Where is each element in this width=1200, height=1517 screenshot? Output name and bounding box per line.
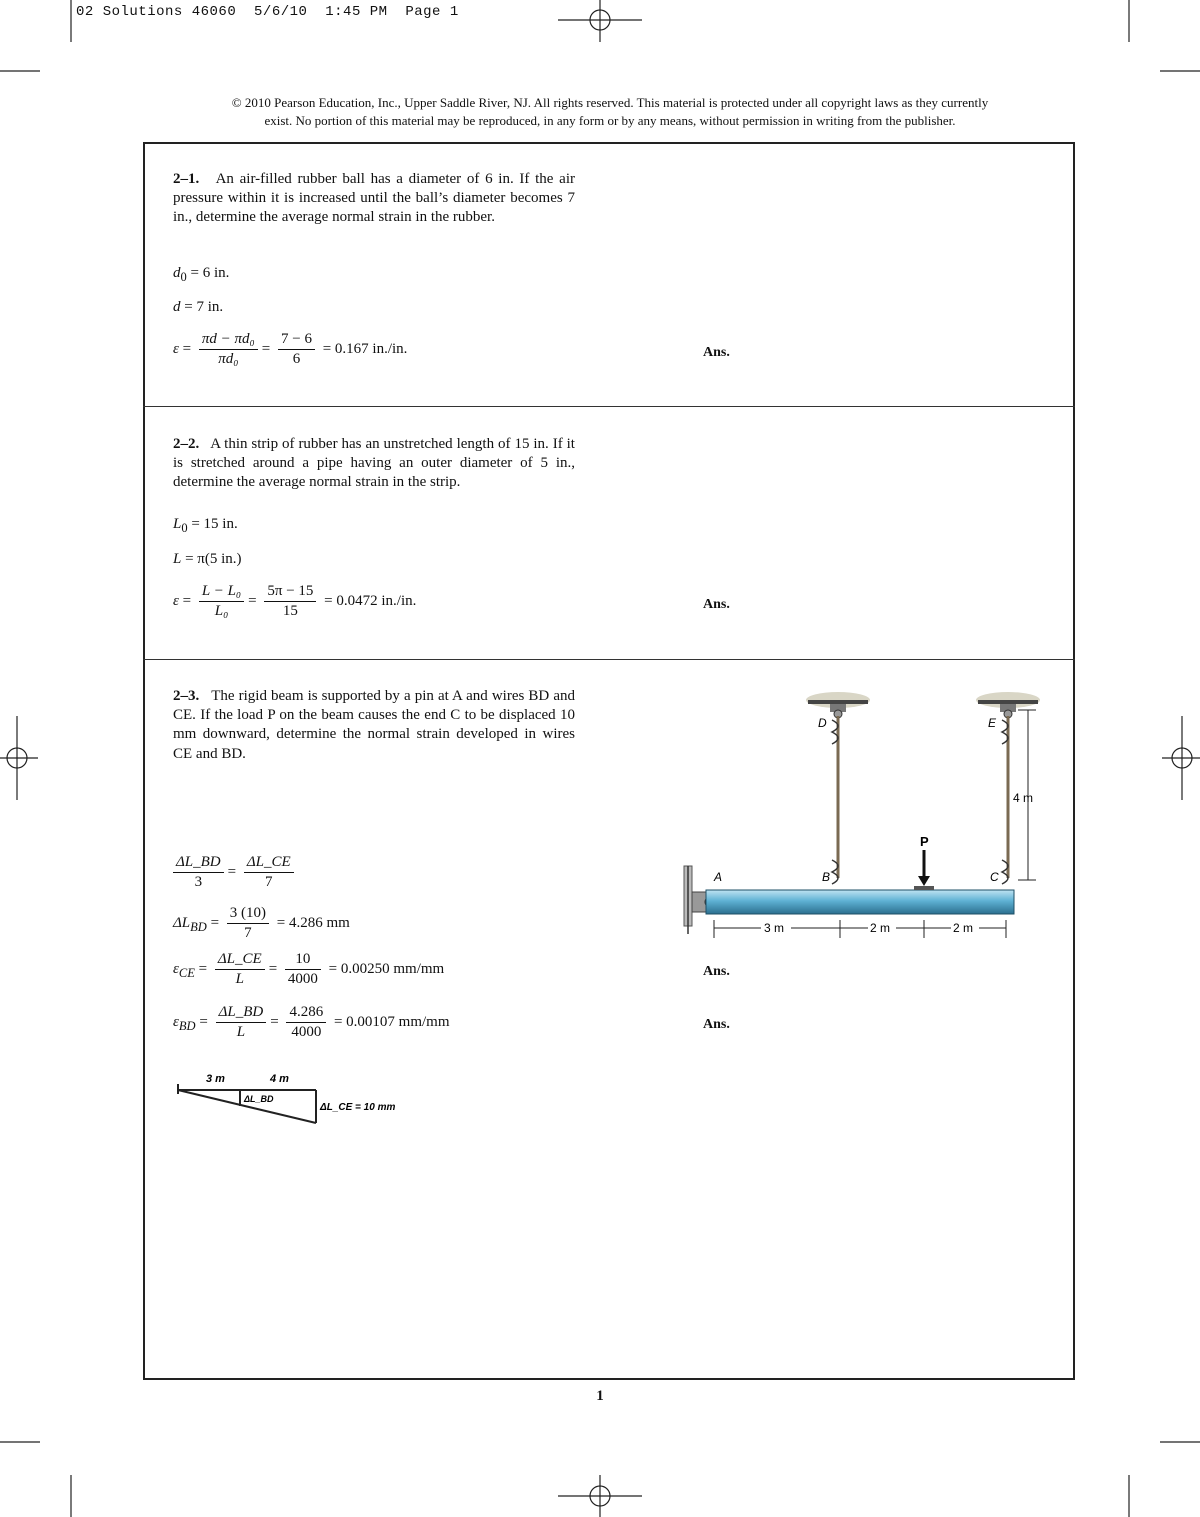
answer-label: Ans. [703, 1017, 730, 1032]
problem-2-2-statement [173, 435, 575, 493]
eq-ratio: $\frac{\Delta L\_BD}{3}$ = $\frac{\Delta L\_CE}{7}$ [173, 854, 298, 891]
fraction-denominator: 6 [292, 351, 301, 367]
fraction [264, 583, 316, 620]
fraction-denominator: 15 [282, 603, 298, 619]
problem-2-1-number: 2–1. [173, 171, 200, 187]
fraction [244, 854, 294, 891]
label-P: P [920, 834, 929, 849]
fraction-numerator: ΔL_CE [215, 951, 265, 970]
fraction [199, 583, 244, 620]
eq-L: L = π(5 in.) [173, 551, 242, 567]
dim-label-2m-1: 2 m [870, 921, 891, 935]
problem-2-2-number: 2–2. [173, 436, 200, 452]
fraction [227, 905, 269, 942]
fraction-denominator: πd₀ [218, 351, 239, 367]
fraction [199, 331, 258, 368]
copyright-line-2: exist. No portion of this material may be reproduced, in any form or by any means, without permission in writing from the publisher. [264, 113, 956, 128]
answer-label: Ans. [703, 345, 730, 360]
eq-strain-CE: $\varepsilon_{CE}$ = $\frac{\Delta L\_CE}{L}$ = $\frac{10}{4000}$ = 0.00250 mm/mm [173, 951, 445, 987]
fraction-numerator: 3 (10) [227, 905, 269, 924]
fraction-numerator: ΔL_BD [173, 854, 224, 873]
eq-d: d = 7 in. [173, 299, 224, 315]
fraction-denominator: 4000 [291, 1024, 322, 1040]
eq-strain-2-1: ε = $\frac{\text{πd − πd₀}}{\text{πd₀}}$ = $\frac{7 - 6}{6}$ = 0.167 in./in. [173, 331, 408, 367]
eq-d-value: = 7 in. [184, 299, 224, 315]
beam-figure [670, 680, 1070, 950]
sketch-label-3m: 3 m [206, 1073, 225, 1085]
sketch-label-dlce: ΔL_CE = 10 mm [320, 1102, 396, 1113]
ceiling-support-D [806, 692, 870, 718]
eq-L-value: = π(5 in.) [185, 551, 242, 567]
eq-strain-BD: $\varepsilon_{BD}$ = $\frac{\Delta L\_BD}{L}$ = $\frac{4.286}{4000}$ = 0.00107 mm/mm [173, 1004, 450, 1040]
page-number: 1 [596, 1388, 604, 1404]
fraction-numerator: 5π − 15 [264, 583, 316, 602]
fraction-numerator: ΔL_BD [216, 1004, 267, 1023]
displacement-sketch [170, 1068, 400, 1130]
eq-L0: $L_0 = 15$ in. [173, 516, 238, 535]
fraction [278, 331, 315, 368]
rigid-beam [706, 890, 1014, 914]
label-D: D [818, 716, 827, 730]
eq-strain-2-2: ε = $\frac{\text{L − L₀}}{\text{L₀}}$ = $\frac{5\pi - 15}{15}$ = 0.0472 in./in. [173, 583, 417, 619]
fraction-denominator: L [236, 1024, 246, 1040]
eq-L0-value: = 15 in. [191, 516, 238, 532]
fraction-denominator: L₀ [214, 603, 229, 619]
strain-result: = 0.0472 in./in. [324, 592, 417, 609]
slug-line: 02 Solutions 46060 5/6/10 1:45 PM Page 1 [76, 4, 459, 20]
fraction [285, 951, 321, 988]
fraction-denominator: 4000 [287, 971, 318, 987]
fraction-numerator: 4.286 [286, 1004, 326, 1023]
problem-2-3-text: The rigid beam is supported by a pin at A and wires BD and CE. If the load P on the beam causes the end C to be displaced 10 mm downward, determine the normal strain developed in wires CE and BD. [173, 688, 575, 762]
fraction-numerator: πd − πd₀ [199, 331, 258, 350]
section-divider-1 [143, 406, 1075, 407]
answer-label: Ans. [703, 597, 730, 612]
fraction [286, 1004, 326, 1041]
fraction-numerator: 7 − 6 [278, 331, 315, 350]
eq-delta-LBD: $\Delta L_{BD}$ = $\frac{3 (10)}{7}$ = 4.286 mm [173, 905, 350, 941]
fraction-denominator: 7 [244, 925, 252, 941]
delta-LBD-result: = 4.286 mm [276, 914, 350, 931]
eq-d0: $d_0 = 6$ in. [173, 265, 230, 284]
fraction [173, 854, 224, 891]
label-B: B [822, 870, 831, 884]
problem-2-3-number: 2–3. [173, 688, 200, 704]
fraction [215, 951, 265, 988]
dim-label-height: 4 m [1013, 791, 1034, 805]
fraction [216, 1004, 267, 1041]
eq-d0-value: = 6 in. [190, 265, 230, 281]
ceiling-support-E [976, 692, 1040, 718]
copyright-line-1: © 2010 Pearson Education, Inc., Upper Saddle River, NJ. All rights reserved. This material is protected under all copyright laws as they currently [231, 95, 989, 110]
fraction-numerator: ΔL_CE [244, 854, 294, 873]
fraction-numerator: 10 [285, 951, 321, 970]
label-E: E [988, 716, 997, 730]
sketch-label-dlbd: ΔL_BD [244, 1094, 274, 1104]
dim-label-3m: 3 m [764, 921, 785, 935]
fraction-denominator: 3 [194, 874, 203, 890]
label-C: C [990, 870, 999, 884]
problem-2-2-text: A thin strip of rubber has an unstretched length of 15 in. If it is stretched around a pipe having an outer diameter of 5 in., determine the average normal strain in the strip. [173, 436, 575, 491]
strain-result: = 0.167 in./in. [322, 340, 408, 357]
problem-2-1-statement [173, 170, 575, 228]
fraction-numerator: L − L₀ [199, 583, 244, 602]
strain-CE-result: = 0.00250 mm/mm [328, 960, 445, 977]
dim-label-2m-2: 2 m [953, 921, 974, 935]
strain-BD-result: = 0.00107 mm/mm [333, 1013, 450, 1030]
section-divider-2 [143, 659, 1075, 660]
problem-2-1-text: An air-filled rubber ball has a diameter of 6 in. If the air pressure within it is increased until the ball’s diameter becomes 7 in., determine the average normal strain in the rubber. [173, 171, 575, 226]
problem-2-3-statement [173, 687, 575, 764]
sketch-label-4m: 4 m [270, 1073, 289, 1085]
answer-label: Ans. [703, 964, 730, 979]
fraction-denominator: 7 [265, 874, 273, 890]
label-A: A [714, 870, 723, 884]
fraction-denominator: L [235, 971, 244, 987]
